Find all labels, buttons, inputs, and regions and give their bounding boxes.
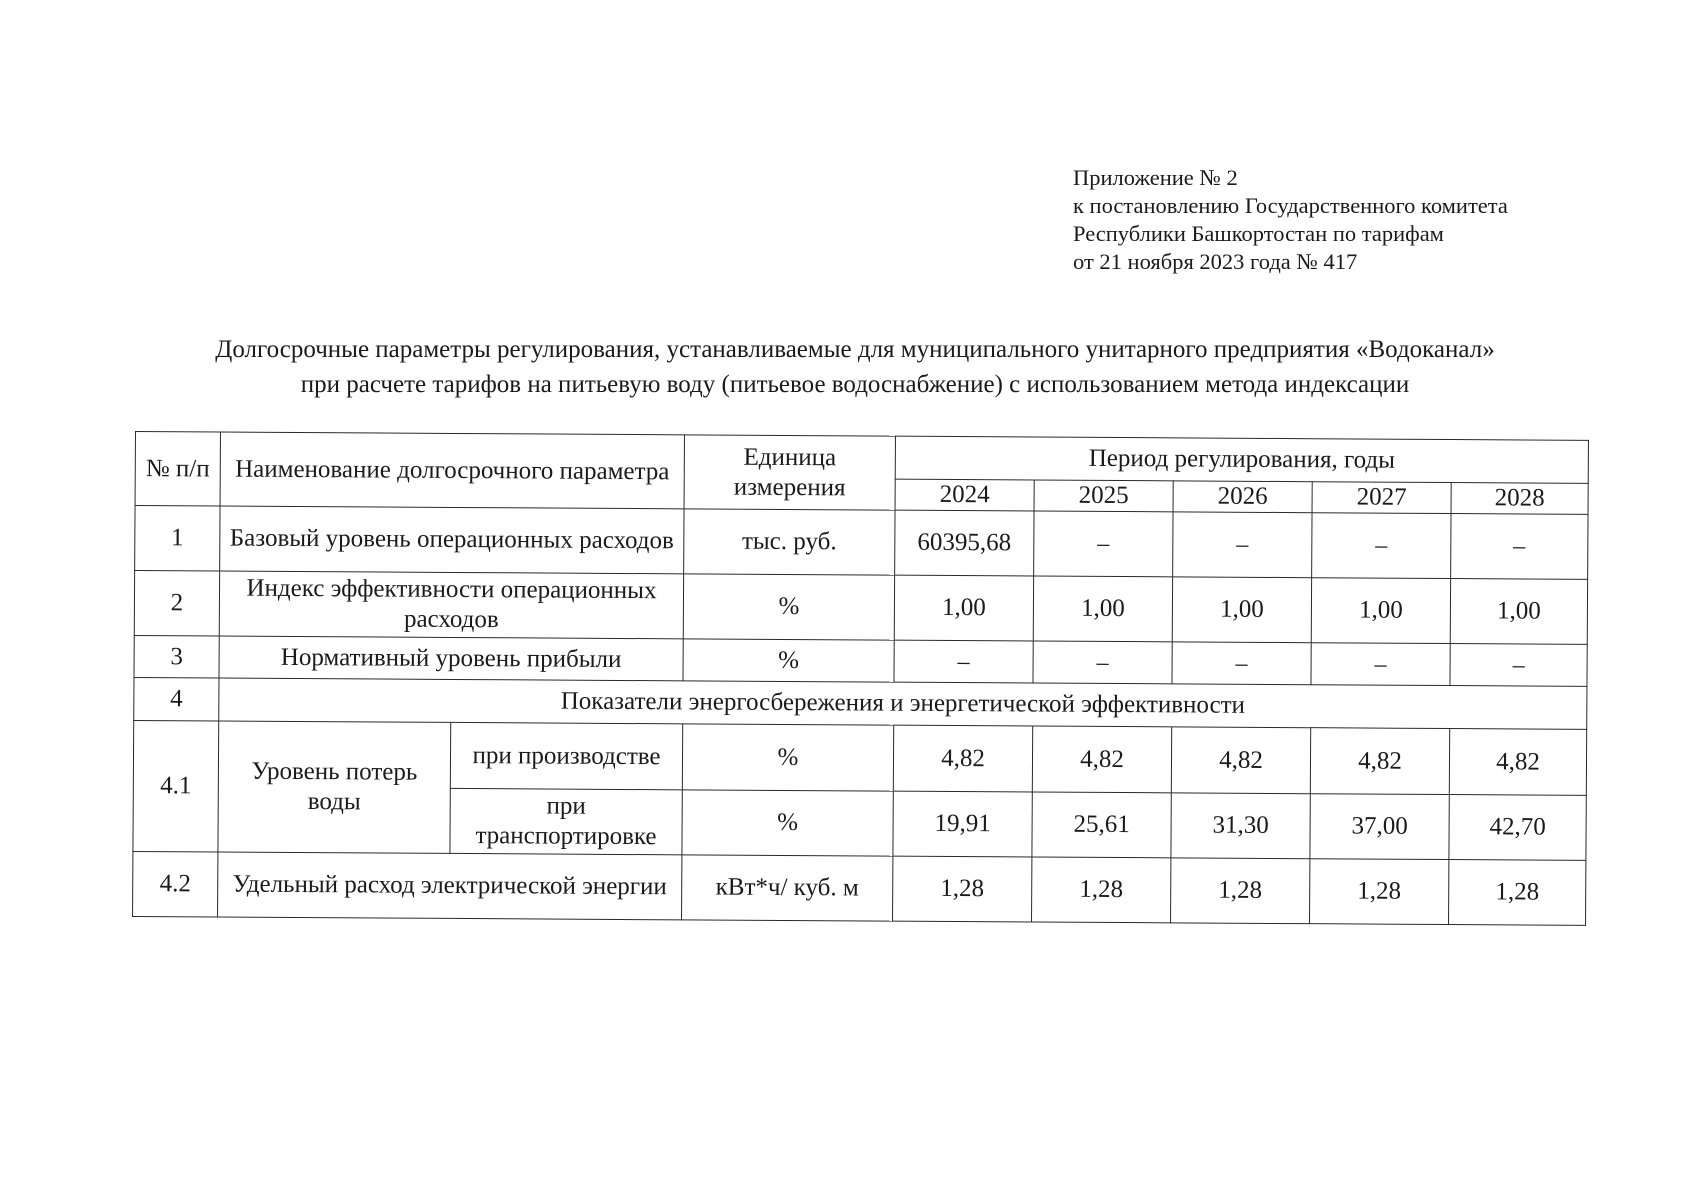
row-value: 1,00 [1172, 577, 1311, 643]
row-value: 4,82 [893, 725, 1032, 792]
header-num: № п/п [135, 432, 220, 507]
row-value: 1,28 [1032, 857, 1171, 923]
header-unit: Единица измерения [684, 435, 895, 510]
row-name: Нормативный уровень прибыли [219, 636, 683, 681]
row-num: 4.1 [133, 720, 219, 852]
header-year: 2025 [1034, 480, 1173, 512]
row-unit: % [682, 790, 893, 856]
row-value: 19,91 [893, 791, 1032, 857]
appendix-line-2: к постановлению Государственного комитета [1073, 193, 1508, 218]
document-title [120, 332, 1590, 402]
row-num: 4 [134, 677, 219, 721]
row-value: 4,82 [1171, 727, 1310, 794]
row-unit: % [682, 724, 893, 791]
row-value: – [1034, 511, 1173, 577]
row-value: 37,00 [1310, 794, 1449, 860]
appendix-line-1: Приложение № 2 [1073, 165, 1238, 190]
table-row [133, 851, 1586, 925]
row-value: 42,70 [1449, 795, 1586, 861]
appendix-line-3: Республики Башкортостан по тарифам [1073, 221, 1444, 246]
row-value: 1,00 [1311, 578, 1450, 644]
row-value: 4,82 [1032, 726, 1171, 793]
row-num: 1 [135, 506, 220, 572]
row-subname: при транспортировке [450, 788, 682, 854]
header-period: Период регулирования, годы [895, 436, 1588, 483]
row-value: – [1311, 643, 1450, 686]
row-value: 31,30 [1171, 793, 1310, 859]
header-year: 2024 [895, 479, 1034, 511]
row-value: – [1450, 644, 1587, 687]
section-name: Показатели энергосбережения и энергетической эффективности [219, 678, 1587, 729]
row-value: – [1451, 514, 1588, 580]
table-row [134, 571, 1587, 645]
parameters-table [132, 431, 1589, 926]
header-year: 2027 [1312, 482, 1451, 514]
header-year: 2028 [1451, 483, 1588, 515]
row-value: – [1173, 512, 1312, 578]
row-num: 3 [134, 635, 219, 678]
row-name: Уровень потерь воды [218, 721, 451, 853]
row-value: 1,28 [1310, 859, 1449, 925]
row-unit: кВт*ч/ куб. м [682, 855, 893, 921]
row-unit: тыс. руб. [684, 509, 895, 575]
row-value: 4,82 [1310, 728, 1449, 795]
title-line-1: Долгосрочные параметры регулирования, устанавливаемые для муниципального унитарного предприятия «Водоканал» [215, 336, 1495, 363]
row-value: – [894, 640, 1033, 683]
row-value: 1,00 [1450, 579, 1587, 645]
row-unit: % [683, 639, 894, 682]
row-value: 1,28 [1171, 858, 1310, 924]
table-row [135, 506, 1588, 580]
row-value: 60395,68 [895, 510, 1034, 576]
row-subname: при производстве [450, 722, 682, 789]
row-value: – [1312, 513, 1451, 579]
row-value: – [1172, 642, 1311, 685]
row-value: 1,28 [893, 856, 1032, 922]
row-unit: % [683, 574, 894, 640]
appendix-note [1073, 164, 1508, 276]
table-row [133, 720, 1586, 795]
header-name: Наименование долгосрочного параметра [220, 432, 684, 509]
title-line-2: при расчете тарифов на питьевую воду (питьевое водоснабжение) с использованием метода индексации [300, 371, 1410, 398]
header-row [135, 432, 1588, 484]
row-name: Индекс эффективности операционных расходов [219, 571, 683, 639]
row-name: Базовый уровень операционных расходов [220, 506, 684, 574]
row-name: Удельный расход электрической энергии [218, 852, 682, 920]
row-value: 1,28 [1449, 860, 1586, 926]
row-value: 1,00 [1033, 576, 1172, 642]
header-year: 2026 [1173, 481, 1312, 513]
row-value: – [1033, 641, 1172, 684]
row-value: 25,61 [1032, 792, 1171, 858]
row-value: 1,00 [894, 575, 1033, 641]
appendix-line-4: от 21 ноября 2023 года № 417 [1073, 249, 1358, 274]
row-num: 4.2 [133, 851, 218, 917]
row-value: 4,82 [1449, 729, 1586, 796]
row-num: 2 [134, 571, 219, 637]
